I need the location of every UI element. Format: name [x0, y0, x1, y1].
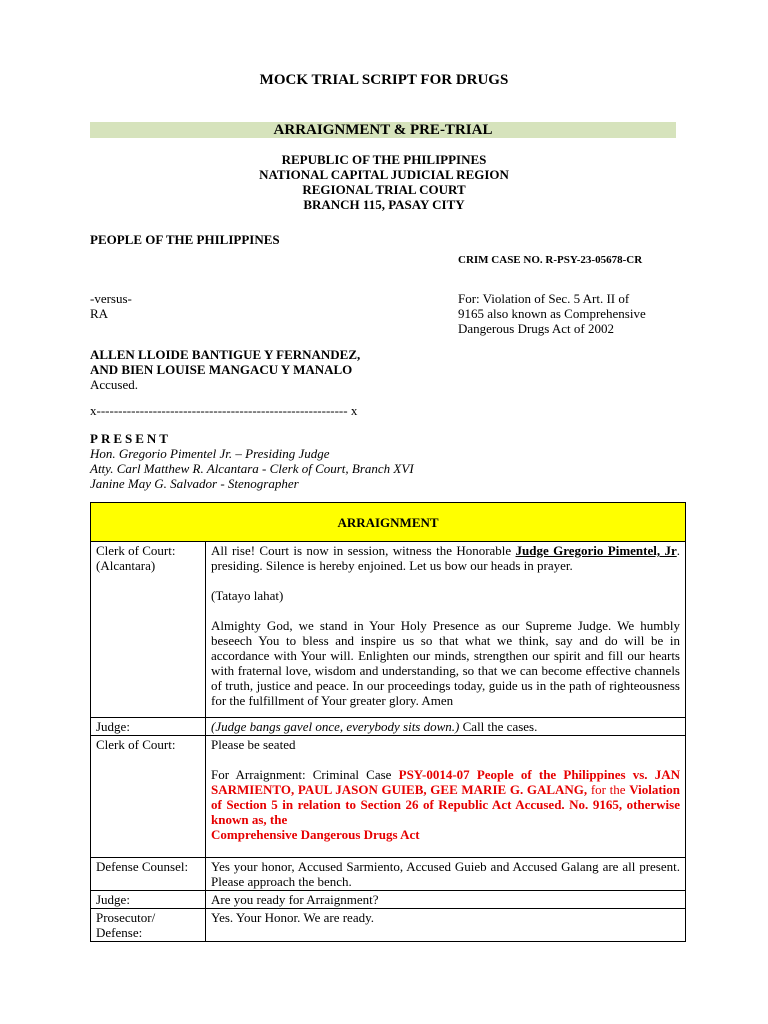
case-title: PSY-0014-07 People of the Philippines vs. JAN SARMIENTO, PAUL JASON GUIEB, GEE MARIE G. GALANG, [211, 767, 680, 797]
dialogue-paragraph: (Tatayo lahat) [211, 588, 284, 603]
versus-line: -versus- [90, 291, 132, 306]
table-row [91, 542, 686, 718]
document-title: MOCK TRIAL SCRIPT FOR DRUGS [259, 72, 509, 88]
plaintiff: PEOPLE OF THE PHILIPPINES [90, 232, 280, 247]
accused-line-1: ALLEN LLOIDE BANTIGUE Y FERNANDEZ, [90, 347, 361, 362]
present-block [90, 431, 414, 491]
ra-line: RA [90, 306, 109, 321]
court-line-2: NATIONAL CAPITAL JUDICIAL REGION [259, 167, 509, 182]
role-sublabel: Defense: [96, 925, 143, 940]
role-cell: Judge: [91, 891, 206, 909]
role-cell: Clerk of Court: [91, 736, 206, 858]
role-cell: Judge: [91, 718, 206, 736]
dialogue-paragraph: Please be seated [211, 737, 296, 752]
court-line-4: BRANCH 115, PASAY CITY [303, 197, 465, 212]
act-name: Comprehensive Dangerous Drugs Act [211, 827, 420, 842]
table-row [91, 891, 686, 909]
present-clerk: Atty. Carl Matthew R. Alcantara - Clerk of Court, Branch XVI [90, 461, 414, 476]
stage-direction: (Judge bangs gavel once, everybody sits down.) [211, 719, 460, 734]
dialogue-cell: Yes. Your Honor. We are ready. [206, 909, 686, 942]
role-label: Clerk of Court: [96, 543, 176, 558]
violation-line-1: For: Violation of Sec. 5 Art. II of [458, 291, 630, 306]
section-heading: ARRAIGNMENT & PRE-TRIAL [90, 122, 676, 138]
dialogue-cell [206, 542, 686, 718]
dialogue-cell: Yes your honor, Accused Sarmiento, Accused Guieb and Accused Galang are all present. Please approach the bench. [206, 858, 686, 891]
dialogue-cell: Are you ready for Arraignment? [206, 891, 686, 909]
court-header [0, 152, 768, 212]
table-row [91, 718, 686, 736]
court-line-1: REPUBLIC OF THE PHILIPPINES [281, 152, 487, 167]
table-header-row [91, 503, 686, 542]
present-judge: Hon. Gregorio Pimentel Jr. – Presiding Judge [90, 446, 330, 461]
versus-block [90, 291, 132, 321]
present-stenographer: Janine May G. Salvador - Stenographer [90, 476, 299, 491]
violation-text: Violation of Section 5 in relation to Section 26 of Republic Act Accused. No. 9165, otherwise known as, the [211, 782, 680, 827]
table-row [91, 909, 686, 942]
accused-label: Accused. [90, 377, 139, 392]
crim-case-number: CRIM CASE NO. R-PSY-23-05678-CR [458, 254, 643, 266]
prayer-paragraph: Almighty God, we stand in Your Holy Presence as our Supreme Judge. We humbly beseech You to bless and inspire us so that what we think, say and do will be in accordance with Your will. Enlighten our minds, strengthen our spirit and fill our hearts with fraternal love, wisdom and understanding, so that we can become effective channels of truth, justice and peace. In our proceedings today, guide us in the path of righteousness for the fulfillment of Your greater glory. Amen [211, 618, 680, 708]
dialogue-cell [206, 736, 686, 858]
case-paragraph: For Arraignment: Criminal Case PSY-0014-07 People of the Philippines vs. JAN SARMIENTO, PAUL JASON GUIEB, GEE MARIE G. GALANG, for the Violation of Section 5 in relation to Section 26 of Republic Act Accused. No. 9165, otherwise known as, the Comprehensive Dangerous Drugs Act [211, 767, 680, 842]
role-label: Prosecutor/ [96, 910, 156, 925]
table-row [91, 736, 686, 858]
accused-line-2: AND BIEN LOUISE MANGACU Y MANALO [90, 362, 353, 377]
violation-block [458, 291, 688, 336]
role-sublabel: (Alcantara) [96, 558, 156, 573]
present-heading: PRESENT [90, 431, 171, 446]
violation-line-2: 9165 also known as Comprehensive [458, 306, 646, 321]
role-cell [91, 542, 206, 718]
dialogue-paragraph: All rise! Court is now in session, witness the Honorable Judge Gregorio Pimentel, Jr. presiding. Silence is hereby enjoined. Let us bow our heads in prayer. [211, 543, 680, 573]
table-row [91, 858, 686, 891]
separator-line: x---------------------------------------------------------- x [90, 403, 358, 418]
court-line-3: REGIONAL TRIAL COURT [302, 182, 466, 197]
arraignment-table [90, 502, 686, 942]
judge-name: Judge Gregorio Pimentel, Jr [515, 543, 677, 558]
table-header: ARRAIGNMENT [91, 503, 686, 542]
role-cell: Defense Counsel: [91, 858, 206, 891]
violation-line-3: Dangerous Drugs Act of 2002 [458, 321, 614, 336]
role-cell [91, 909, 206, 942]
dialogue-cell: (Judge bangs gavel once, everybody sits down.) Call the cases. [206, 718, 686, 736]
accused-block [90, 347, 360, 392]
